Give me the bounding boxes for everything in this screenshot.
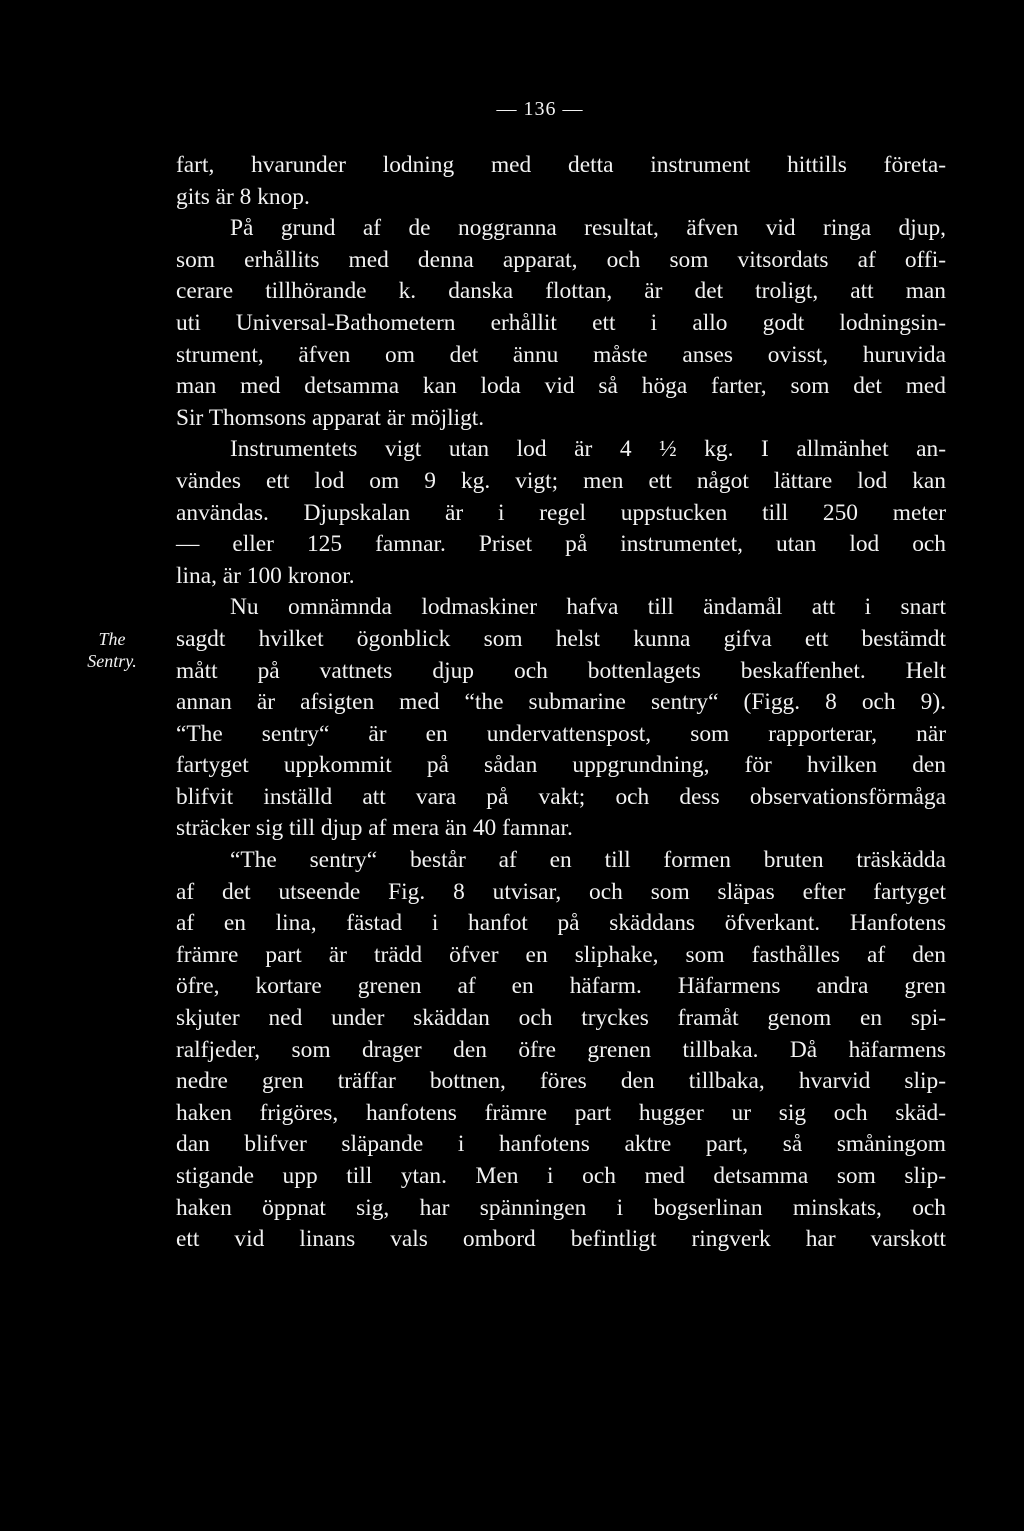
text-line: man med detsamma kan loda vid så höga farter, som det med — [176, 373, 946, 400]
text-line: gits är 8 knop. — [176, 183, 310, 210]
text-line: stigande upp till ytan. Men i och med detsamma som slip- — [176, 1163, 946, 1189]
text-line: vändes ett lod om 9 kg. vigt; men ett något lättare lod kan — [176, 467, 946, 494]
text-line: af en lina, fästad i hanfot på skäddans öfverkant. Hanfotens — [176, 910, 946, 937]
text-line: På grund af de noggranna resultat, äfven vid ringa djup, — [230, 215, 946, 242]
text-line: nedre gren träffar bottnen, föres den tillbaka, hvarvid slip- — [176, 1068, 946, 1095]
text-line: blifvit inställd att vara på vakt; och dess observationsförmåga — [176, 783, 946, 810]
text-line: cerare tillhörande k. danska flottan, är det troligt, att man — [176, 278, 946, 305]
text-line: främre part är trädd öfver en sliphake, som fasthålles af den — [176, 941, 946, 968]
text-line: skjuter ned under skäddan och tryckes framåt genom en spi- — [176, 1005, 946, 1032]
margin-note-line: The — [98, 629, 126, 649]
margin-note — [62, 628, 162, 672]
text-line: Sir Thomsons apparat är möjligt. — [176, 404, 485, 431]
text-line: Nu omnämnda lodmaskiner hafva till ändamål att i snart — [230, 594, 946, 621]
text-line: haken öppnat sig, har spänningen i bogserlinan minskats, och — [176, 1194, 946, 1221]
text-line: lina, är 100 kronor. — [176, 562, 355, 589]
text-line: annan är afsigten med “the submarine sentry“ (Figg. 8 och 9). — [176, 689, 946, 716]
text-line: strument, äfven om det ännu måste anses ovisst, huruvida — [176, 341, 946, 368]
text-line: öfre, kortare grenen af en häfarm. Häfarmens andra gren — [176, 973, 946, 1000]
text-line: mått på vattnets djup och bottenlagets beskaffenhet. Helt — [176, 657, 946, 684]
text-line: fartyget uppkommit på sådan uppgrundning, för hvilken den — [176, 752, 946, 779]
text-line: ralfjeder, som drager den öfre grenen tillbaka. Då häfarmens — [176, 1036, 946, 1063]
text-line: uti Universal-Bathometern erhållit ett i allo godt lodningsin- — [176, 309, 946, 336]
text-line: fart, hvarunder lodning med detta instrument hittills företa- — [176, 152, 946, 178]
text-line: användas. Djupskalan är i regel uppstucken till 250 meter — [176, 499, 946, 526]
text-line: ett vid linans vals ombord befintligt ringverk har varskott — [176, 1226, 946, 1253]
text-line: — eller 125 famnar. Priset på instrumentet, utan lod och — [176, 531, 946, 558]
text-line: som erhållits med denna apparat, och som vitsordats af offi- — [176, 246, 946, 273]
text-line: “The sentry“ är en undervattenspost, som rapporterar, när — [176, 720, 946, 747]
text-line: dan blifver släpande i hanfotens aktre part, så småningom — [176, 1131, 946, 1158]
text-line: af det utseende Fig. 8 utvisar, och som släpas efter fartyget — [176, 878, 946, 905]
body-text — [176, 150, 946, 1256]
page-number: — 136 — — [496, 98, 584, 120]
text-line: haken frigöres, hanfotens främre part hugger ur sig och skäd- — [176, 1099, 946, 1126]
text-line: “The sentry“ består af en till formen bruten träskädda — [230, 847, 946, 874]
text-line: sträcker sig till djup af mera än 40 famnar. — [176, 815, 573, 842]
text-line: sagdt hvilket ögonblick som helst kunna gifva ett bestämdt — [176, 625, 946, 652]
margin-note-line: Sentry. — [87, 651, 137, 671]
text-line: Instrumentets vigt utan lod är 4 ½ kg. I allmänhet an- — [230, 436, 946, 463]
